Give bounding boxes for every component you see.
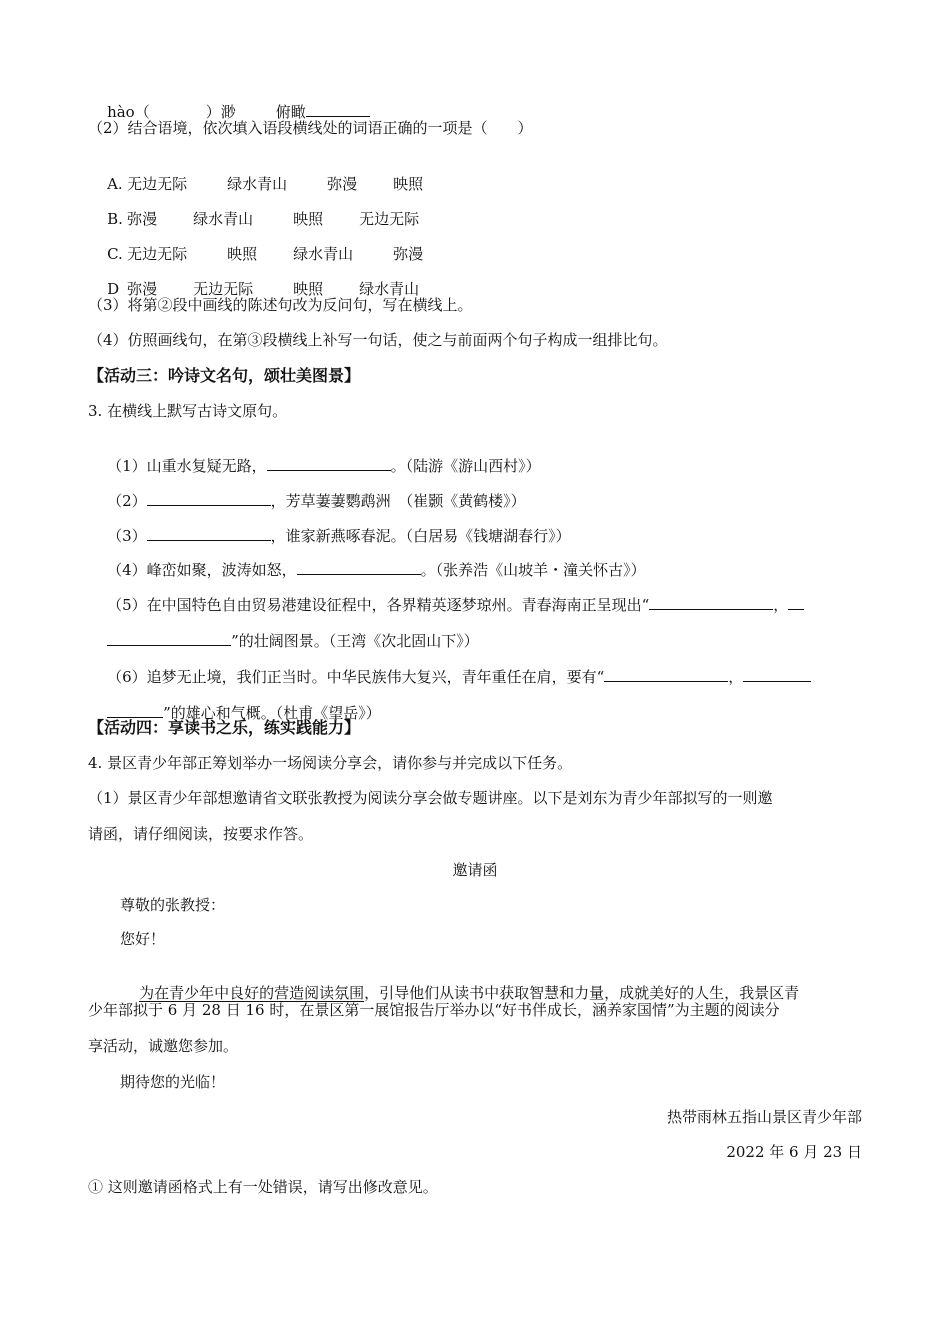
pinyin-mid: ）渺	[205, 103, 236, 121]
q4-sub1-line1: （1）景区青少年部想邀请省文联张教授为阅读分享会做专题讲座。以下是刘东为青少年部拟写的一则邀	[88, 789, 773, 807]
poem-line-2: （2） ，芳草萋萋鹦鹉洲 （崔颢《黄鹤楼》）	[107, 492, 526, 510]
poem-line-5-cont: ”的壮阔图景。（王湾《次北固山下》）	[88, 611, 479, 671]
answer-blank[interactable]	[649, 595, 773, 610]
option-a: A. 无边无际 绿水青山 弥漫 映照	[107, 175, 424, 193]
letter-body-line1: 为在青少年中良好的营造阅读氛围，引导他们从读书中获取智慧和力量，成就美好的人生，我景区青	[139, 984, 800, 1002]
q4-sub: （4）仿照画线句，在第③段横线上补写一句话，使之与前面两个句子构成一组排比句。	[88, 331, 668, 349]
activity-four-heading: 【活动四：享读书之乐，练实践能力】	[88, 718, 361, 737]
answer-blank[interactable]	[147, 526, 271, 541]
poem-line-5: （5）在中国特色自由贸易港建设征程中，各界精英逐梦琼州。青春海南正呈现出“ ，	[88, 575, 804, 635]
q3-sub: （3）将第②段中画线的陈述句改为反问句，写在横线上。	[88, 296, 473, 314]
q2-stem: （2）结合语境，依次填入语段横线处的词语正确的一项是（ ）	[88, 119, 533, 137]
pinyin-prefix: hào（	[107, 103, 150, 121]
option-b: B. 弥漫 绿水青山 映照 无边无际	[107, 210, 420, 228]
option-c: C. 无边无际 映照 绿水青山 弥漫	[107, 245, 424, 263]
answer-blank[interactable]	[788, 595, 804, 610]
letter-body-line2: 少年部拟于 6 月 28 日 16 时，在景区第一展馆报告厅举办以“好书伴成长，涵养家国情”为主题的阅读分	[88, 1001, 780, 1019]
poem-intro: 3. 在横线上默写古诗文原句。	[88, 402, 288, 420]
letter-closing: 期待您的光临！	[120, 1073, 226, 1091]
answer-blank[interactable]	[147, 491, 271, 506]
letter-greeting: 您好！	[120, 930, 166, 948]
poem-line-1: （1）山重水复疑无路， 。（陆游《游山西村》）	[107, 457, 541, 475]
letter-title: 邀请函	[452, 861, 498, 879]
answer-blank[interactable]	[297, 560, 421, 575]
letter-date: 2022 年 6 月 23 日	[726, 1143, 862, 1161]
poem-line-6: （6）追梦无止境，我们正当时。中华民族伟大复兴，青年重任在肩，要有“ ，	[88, 647, 811, 707]
answer-blank[interactable]	[743, 667, 811, 682]
option-d: D 弥漫 无边无际 映照 绿水青山	[107, 280, 420, 298]
poem-line-3: （3） ，谁家新燕啄春泥。（白居易《钱塘湖春行》）	[107, 527, 571, 545]
letter-signature: 热带雨林五指山景区青少年部	[666, 1108, 862, 1126]
activity-three-heading: 【活动三：吟诗文名句，颂壮美图景】	[88, 366, 361, 385]
letter-salutation: 尊敬的张教授：	[120, 896, 226, 914]
letter-body-line3: 享活动，诚邀您参加。	[88, 1037, 239, 1055]
q4-sub1-line2: 请函，请仔细阅读，按要求作答。	[88, 825, 314, 843]
word-fukan: 俯瞰	[275, 103, 306, 121]
answer-blank[interactable]	[107, 631, 231, 646]
q4-intro: 4. 景区青少年部正筹划举办一场阅读分享会，请你参与并完成以下任务。	[88, 754, 573, 772]
underlined-sentence: 为在青少年中良好的营造阅读氛围	[139, 984, 365, 1002]
answer-blank[interactable]	[306, 102, 370, 117]
answer-blank[interactable]	[107, 703, 163, 718]
answer-blank[interactable]	[604, 667, 728, 682]
poem-line-4: （4）峰峦如聚，波涛如怒， 。（张养浩《山坡羊・潼关怀古》）	[107, 561, 646, 579]
answer-blank[interactable]	[267, 456, 391, 471]
poem-line-6-cont: ”的雄心和气概。（杜甫《望岳》）	[88, 683, 381, 743]
task-one: ① 这则邀请函格式上有一处错误，请写出修改意见。	[88, 1178, 438, 1196]
